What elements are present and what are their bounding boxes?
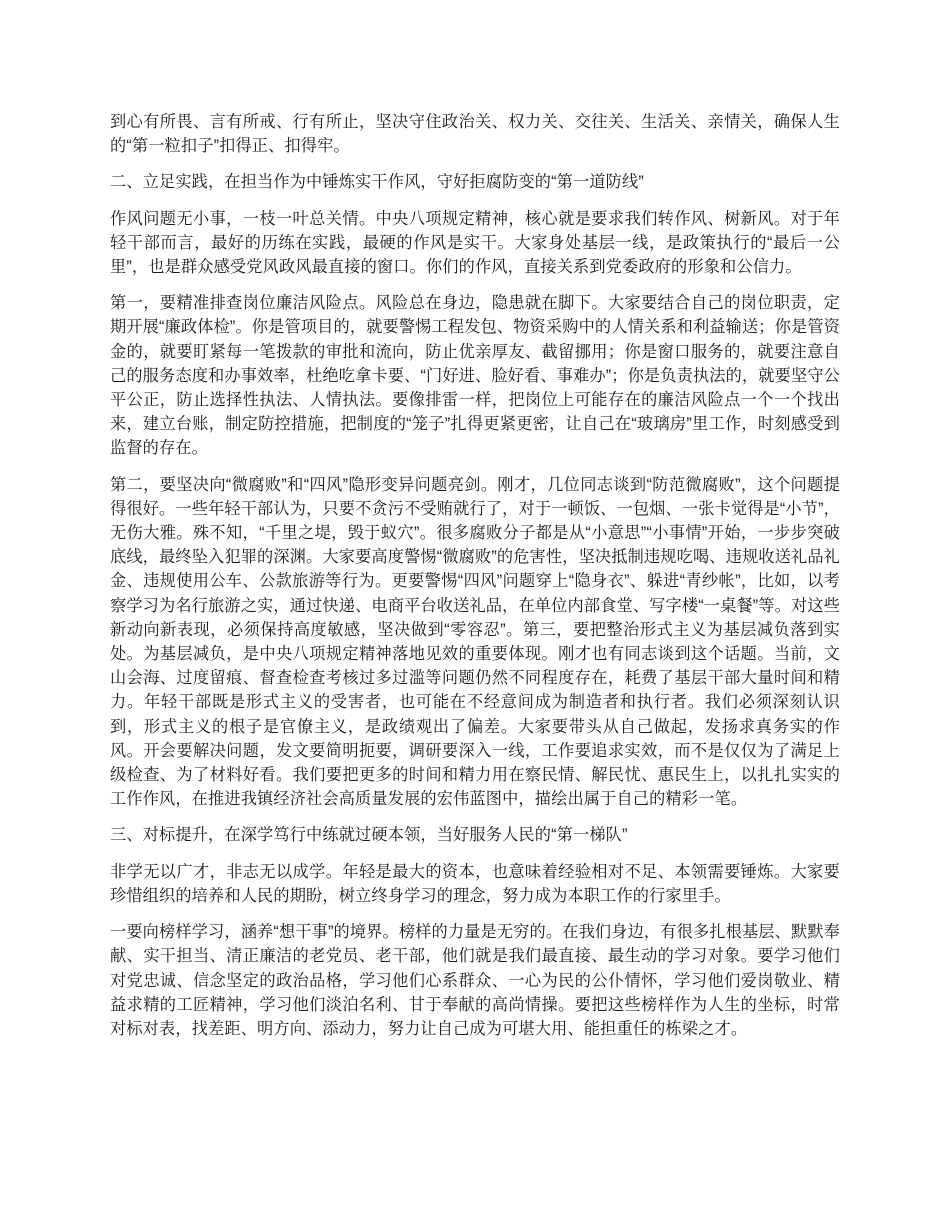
paragraph-learning-intro: 非学无以广才，非志无以成学。年轻是最大的资本，也意味着经验相对不足、本领需要锤炼。大家要珍惜组织的培养和人民的期盼，树立终身学习的理念，努力成为本职工作的行家里手。	[110, 862, 840, 905]
paragraph-work-style-intro: 作风问题无小事，一枝一叶总关情。中央八项规定精神，核心就是要求我们转作风、树新风。对于年轻干部而言，最好的历练在实践，最硬的作风是实干。大家身处基层一线，是政策执行的“最后一公里”，也是群众感受党风政风最直接的窗口。你们的作风，直接关系到党委政府的形象和公信力。	[110, 209, 840, 277]
document-body	[110, 110, 840, 1041]
paragraph-continuation-intro: 到心有所畏、言有所戒、行有所止，坚决守住政治关、权力关、交往关、生活关、亲情关，确保人生的“第一粒扣子”扣得正、扣得牢。	[110, 113, 840, 156]
paragraph-point-two-micro-corruption: 第二，要坚决向“微腐败”和“四风”隐形变异问题亮剑。刚才，几位同志谈到“防范微腐败”，这个问题提得很好。一些年轻干部认为，只要不贪污不受贿就行了，对于一顿饭、一包烟、一张卡觉得是“小节”，无伤大雅。殊不知，“千里之堤，毁于蚁穴”。很多腐败分子都是从“小意思”“小事情”开始，一步步突破底线，最终坠入犯罪的深渊。大家要高度警惕“微腐败”的危害性，坚决抵制违规吃喝、违规收送礼品礼金、违规使用公车、公款旅游等行为。更要警惕“四风”问题穿上“隐身衣”、躲进“青纱帐”，比如，以考察学习为名行旅游之实，通过快递、电商平台收送礼品，在单位内部食堂、写字楼“一桌餐”等。对这些新动向新表现，必须保持高度敏感，坚决做到“零容忍”。第三，要把整治形式主义为基层减负落到实处。为基层减负，是中央八项规定精神落地见效的重要体现。刚才也有同志谈到这个话题。当前，文山会海、过度留痕、督查检查考核过多过滥等问题仍然不同程度存在，耗费了基层干部大量时间和精力。年轻干部既是形式主义的受害者，也可能在不经意间成为制造者和执行者。我们必须深刻认识到，形式主义的根子是官僚主义，是政绩观出了偏差。大家要带头从自己做起，发扬求真务实的作风。开会要解决问题，发文要简明扼要，调研要深入一线，工作要追求实效，而不是仅仅为了满足上级检查、为了材料好看。我们要把更多的时间和精力用在察民情、解民忧、惠民生上，以扎扎实实的工作作风，在推进我镇经济社会高质量发展的宏伟蓝图中，描绘出属于自己的精彩一笔。	[110, 475, 840, 809]
section-heading-three: 三、对标提升，在深学笃行中练就过硬本领，当好服务人民的“第一梯队”	[110, 826, 628, 845]
section-heading-two: 二、立足实践，在担当作为中锤炼实干作风，守好拒腐防变的“第一道防线”	[110, 173, 644, 192]
paragraph-learn-from-role-models: 一要向榜样学习，涵养“想干事”的境界。榜样的力量是无穷的。在我们身边，有很多扎根基层、默默奉献、实干担当、清正廉洁的老党员、老干部，他们就是我们最直接、最生动的学习对象。要学习他们对党忠诚、信念坚定的政治品格，学习他们心系群众、一心为民的公仆情怀，学习他们爱岗敬业、精益求精的工匠精神，学习他们淡泊名利、甘于奉献的高尚情操。要把这些榜样作为人生的坐标，时常对标对表，找差距、明方向、添动力，努力让自己成为可堪大用、能担重任的栋梁之才。	[110, 923, 840, 1038]
paragraph-point-one-risk-check: 第一，要精准排查岗位廉洁风险点。风险总在身边，隐患就在脚下。大家要结合自己的岗位职责，定期开展“廉政体检”。你是管项目的，就要警惕工程发包、物资采购中的人情关系和利益输送；你是管资金的，就要盯紧每一笔拨款的审批和流向，防止优亲厚友、截留挪用；你是窗口服务的，就要注意自己的服务态度和办事效率，杜绝吃拿卡要、“门好进、脸好看、事难办”；你是负责执法的，就要坚守公平公正，防止选择性执法、人情执法。要像排雷一样，把岗位上可能存在的廉洁风险点一个一个找出来，建立台账，制定防控措施，把制度的“笼子”扎得更紧更密，让自己在“玻璃房”里工作，时刻感受到监督的存在。	[110, 294, 840, 458]
